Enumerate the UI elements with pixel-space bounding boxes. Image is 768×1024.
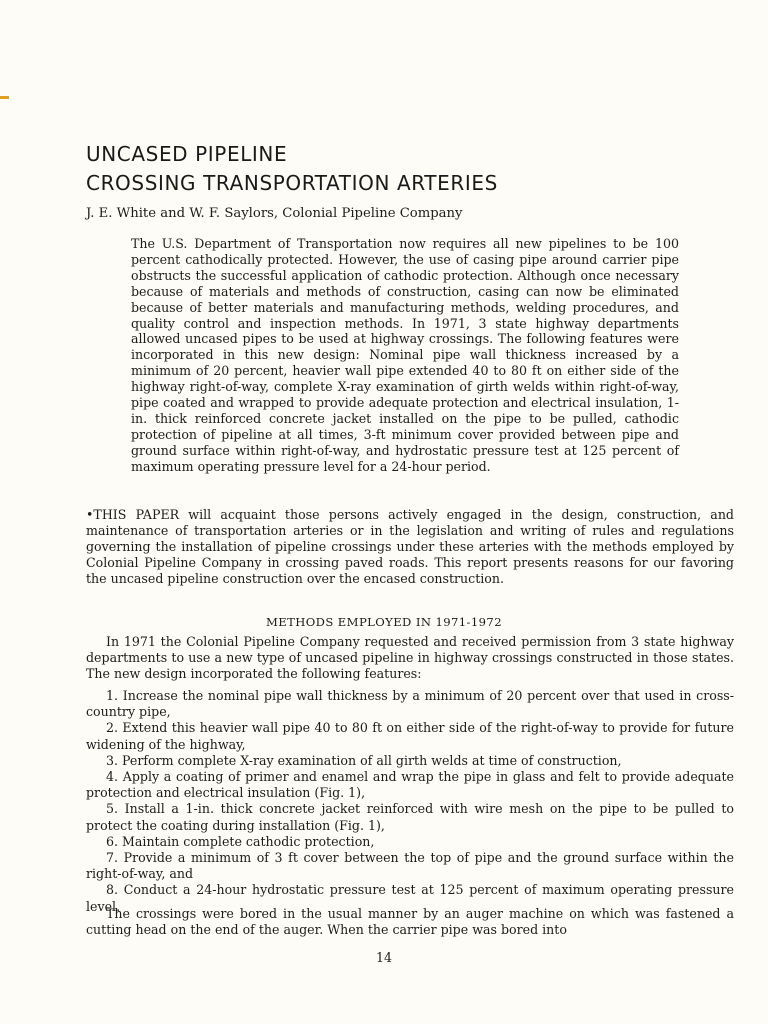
intro-lead: •THIS PAPER: [86, 507, 180, 522]
list-item: 4. Apply a coating of primer and enamel and wrap the pipe in glass and felt to provide adequate protection and electrical insulation (Fig. 1),: [86, 769, 734, 801]
intro-text: will acquaint those persons actively engaged in the design, construction, and maintenance of transportation arteries or in the legislation and writing of rules and regulations governing the installation of pipeline crossings under these arteries with the methods employed by Colonial Pipeline Company in crossing paved roads. This report presents reasons for our favoring the uncased pipeline construction over the encased construction.: [86, 507, 734, 586]
page-number: 14: [375, 950, 393, 965]
list-item: 3. Perform complete X-ray examination of all girth welds at time of construction,: [106, 752, 622, 768]
title-line-1: UNCASED PIPELINE: [86, 142, 288, 166]
section-heading: METHODS EMPLOYED IN 1971-1972: [266, 615, 502, 629]
introduction-paragraph: [86, 507, 734, 587]
feature-list: [86, 688, 734, 915]
title-line-2: CROSSING TRANSPORTATION ARTERIES: [86, 171, 498, 195]
body-paragraph-2: The crossings were bored in the usual manner by an auger machine on which was fastened a cutting head on the end of the auger. When the carrier pipe was bored into: [86, 906, 734, 938]
margin-mark: [0, 96, 9, 99]
abstract: The U.S. Department of Transportation now requires all new pipelines to be 100 percent cathodically protected. However, the use of casing pipe around carrier pipe obstructs the successful application of cathodic protection. Although once necessary because of materials and methods of construction, casing can now be eliminated because of better materials and manufacturing methods, welding procedures, and quality control and inspection methods. In 1971, 3 state highway departments allowed uncased pipes to be used at highway crossings. The following features were incorporated in this new design: Nominal pipe wall thickness increased by a minimum of 20 percent, heavier wall pipe extended 40 to 80 ft on either side of the highway right-of-way, complete X-ray examination of girth welds within right-of-way, pipe coated and wrapped to provide adequate protection and electrical insulation, 1-in. thick reinforced concrete jacket installed on the pipe to be pulled, cathodic protection of pipeline at all times, 3-ft minimum cover provided between pipe and ground surface within right-of-way, and hydrostatic pressure test at 125 percent of maximum operating pressure level for a 24-hour period.: [131, 236, 679, 474]
author-line: J. E. White and W. F. Saylors, Colonial Pipeline Company: [86, 206, 463, 221]
list-item: 7. Provide a minimum of 3 ft cover between the top of pipe and the ground surface within the right-of-way, and: [86, 850, 734, 882]
list-item: 8. Conduct a 24-hour hydrostatic pressure test at 125 percent of maximum operating pressure level.: [86, 882, 734, 914]
list-item: 5. Install a 1-in. thick concrete jacket reinforced with wire mesh on the pipe to be pulled to protect the coating during installation (Fig. 1),: [86, 801, 734, 833]
list-item: 2. Extend this heavier wall pipe 40 to 80 ft on either side of the right-of-way to provide for future widening of the highway,: [86, 720, 734, 752]
list-item: 6. Maintain complete cathodic protection,: [106, 833, 375, 849]
paper-title: [86, 140, 726, 198]
list-item: 1. Increase the nominal pipe wall thickness by a minimum of 20 percent over that used in cross-country pipe,: [86, 688, 734, 720]
body-paragraph-1: In 1971 the Colonial Pipeline Company requested and received permission from 3 state highway departments to use a new type of uncased pipeline in highway crossings constructed in those states. The new design incorporated the following features:: [86, 634, 734, 682]
